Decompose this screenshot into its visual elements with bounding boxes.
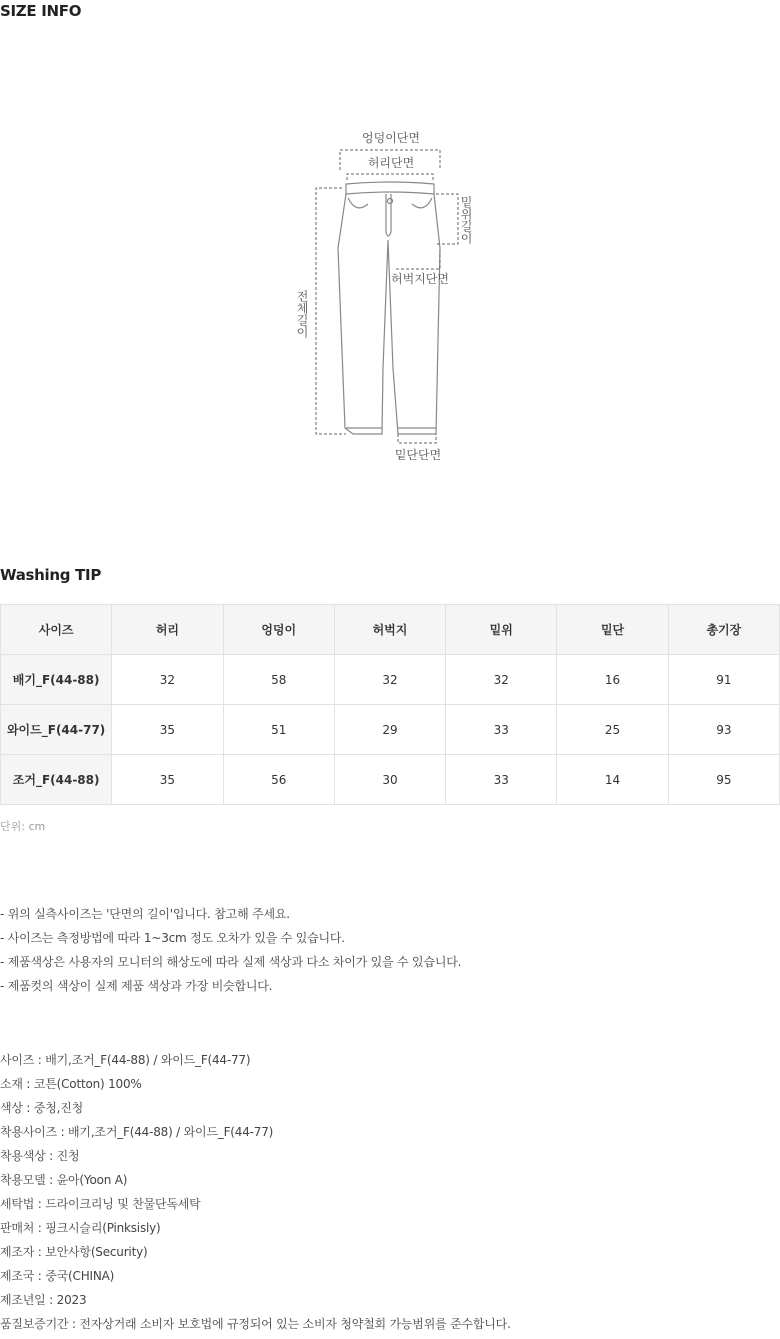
size-table [0,604,780,805]
cell-thigh: 32 [334,655,445,705]
size-info-title: SIZE INFO [0,2,82,20]
cell-length: 95 [668,755,779,805]
spec-line: 착용색상 : 진청 [0,1149,80,1163]
row-size-name: 배기_F(44-88) [1,655,112,705]
table-header-row [1,605,780,655]
spec-line: 품질보증기간 : 전자상거래 소비자 보호법에 규정되어 있는 소비자 청약철회 가능범위를 준수합니다. [0,1317,511,1331]
spec-line: 제조자 : 보안사항(Security) [0,1245,148,1259]
cell-waist: 35 [112,705,223,755]
cell-hip: 58 [223,655,334,705]
spec-line: 사이즈 : 배기,조거_F(44-88) / 와이드_F(44-77) [0,1053,251,1067]
cell-length: 91 [668,655,779,705]
cell-hem: 16 [557,655,668,705]
cell-hem: 14 [557,755,668,805]
diagram-label-waist: 허리단면 [367,156,415,170]
size-notes [0,905,461,1001]
cell-rise: 33 [446,755,557,805]
washing-tip-title: Washing TIP [0,566,102,584]
header-thigh: 허벅지 [334,605,445,655]
note-line: - 제품컷의 색상이 실제 제품 색상과 가장 비슷합니다. [0,979,273,993]
spec-line: 소재 : 코튼(Cotton) 100% [0,1077,142,1091]
header-size: 사이즈 [1,605,112,655]
spec-line: 판매처 : 핑크시슬리(Pinksisly) [0,1221,161,1235]
cell-hip: 51 [223,705,334,755]
cell-waist: 32 [112,655,223,705]
header-hem: 밑단 [557,605,668,655]
diagram-label-hip: 엉덩이단면 [362,131,420,145]
spec-line: 제조국 : 중국(CHINA) [0,1269,115,1283]
cell-length: 93 [668,705,779,755]
diagram-label-thigh: 허벅지단면 [391,272,449,286]
table-row [1,755,780,805]
table-row [1,705,780,755]
row-size-name: 와이드_F(44-77) [1,705,112,755]
row-size-name: 조거_F(44-88) [1,755,112,805]
cell-waist: 35 [112,755,223,805]
pants-illustration [338,182,440,434]
table-row [1,655,780,705]
note-line: - 위의 실측사이즈는 '단면의 길이'입니다. 참고해 주세요. [0,907,290,921]
spec-line: 색상 : 중청,진청 [0,1101,84,1115]
note-line: - 제품색상은 사용자의 모니터의 해상도에 따라 실제 색상과 다소 차이가 있을 수 있습니다. [0,955,462,969]
spec-line: 세탁법 : 드라이크리닝 및 찬물단독세탁 [0,1197,201,1211]
header-length: 총기장 [668,605,779,655]
diagram-label-total-length: 전체길이 [295,290,309,338]
cell-rise: 32 [446,655,557,705]
unit-note: 단위: cm [0,820,46,833]
cell-thigh: 30 [334,755,445,805]
header-hip: 엉덩이 [223,605,334,655]
cell-hem: 25 [557,705,668,755]
header-rise: 밑위 [446,605,557,655]
diagram-label-rise: 밑위길이 [459,196,473,244]
product-specs [0,1051,511,1339]
cell-thigh: 29 [334,705,445,755]
spec-line: 제조년일 : 2023 [0,1293,87,1307]
pants-size-diagram [290,128,490,468]
note-line: - 사이즈는 측정방법에 따라 1~3cm 정도 오차가 있을 수 있습니다. [0,931,345,945]
cell-hip: 56 [223,755,334,805]
spec-line: 착용사이즈 : 배기,조거_F(44-88) / 와이드_F(44-77) [0,1125,274,1139]
cell-rise: 33 [446,705,557,755]
diagram-label-hem: 밑단단면 [394,448,442,462]
spec-line: 착용모델 : 윤아(Yoon A) [0,1173,128,1187]
header-waist: 허리 [112,605,223,655]
